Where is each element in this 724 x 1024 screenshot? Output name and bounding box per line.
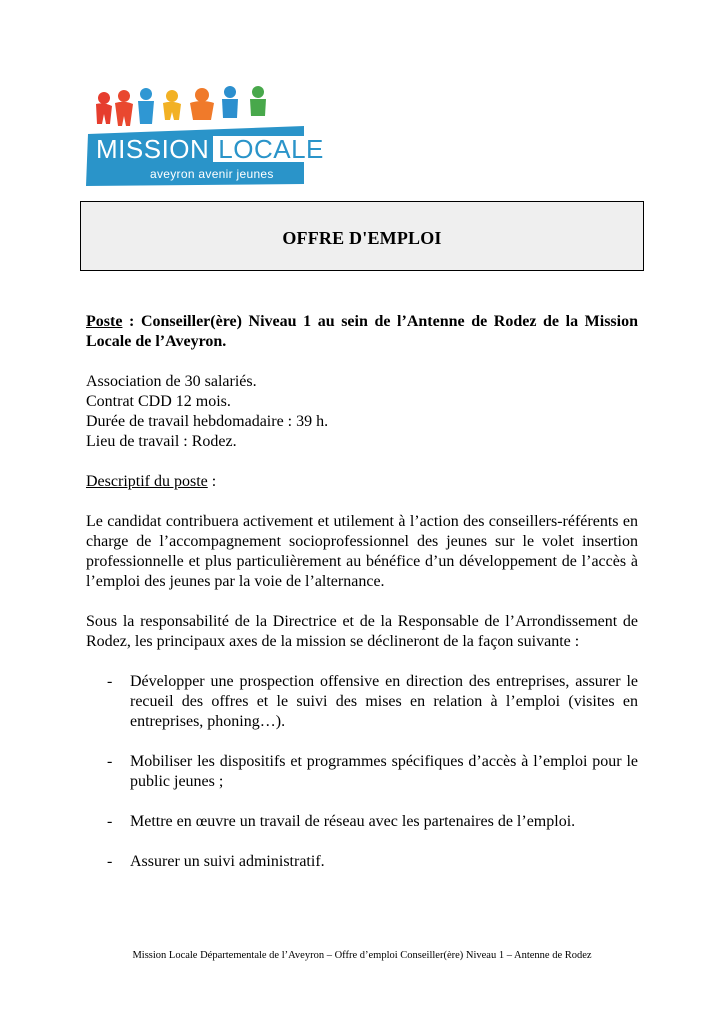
logo-figure-6 — [222, 86, 238, 118]
logo-figure-5 — [190, 88, 214, 120]
bullet-dash: - — [107, 853, 113, 870]
list-item-text: Assurer un suivi administratif. — [130, 853, 325, 870]
poste-label: Poste — [86, 313, 123, 330]
logo-figure-1 — [96, 92, 112, 124]
logo-tagline: aveyron avenir jeunes — [150, 167, 274, 181]
page-footer: Mission Locale Départementale de l’Aveyron – Offre d’emploi Conseiller(ère) Niveau 1 – Antenne de Rodez — [132, 950, 592, 961]
list-item-text: Mobiliser les dispositifs et programmes spécifiques d’accès à l’emploi pour le public jeunes ; — [130, 753, 638, 790]
description-paragraph-1: Le candidat contribuera activement et utilement à l’action des conseillers-référents en charge de l’accompagnement socioprofessionnel des jeunes sur le volet insertion professionnelle et plus particulièrement au bénéfice d’un développement de l’accès à l’emploi des jeunes par la voie de l’alternance. — [86, 513, 638, 590]
logo-figure-4 — [163, 90, 181, 120]
list-item — [86, 672, 638, 732]
logo-figure-2 — [115, 90, 133, 126]
bullet-dash: - — [107, 673, 113, 690]
mission-axes-list — [86, 672, 638, 872]
job-facts — [86, 372, 638, 452]
poste-separator: : — [122, 313, 141, 330]
list-item-text: Développer une prospection offensive en direction des entreprises, assurer le recueil des offres et le suivi des mises en relation à l’emploi (visites en entreprises, phoning…). — [130, 673, 638, 730]
description-heading-line — [86, 472, 638, 492]
bullet-dash: - — [107, 813, 113, 830]
logo-figure-7 — [250, 86, 266, 116]
fact-contract: Contrat CDD 12 mois. — [86, 393, 231, 410]
fact-association: Association de 30 salariés. — [86, 373, 257, 390]
description-heading-suffix: : — [207, 473, 217, 490]
fact-hours: Durée de travail hebdomadaire : 39 h. — [86, 413, 329, 430]
list-item-text: Mettre en œuvre un travail de réseau avec les partenaires de l’emploi. — [130, 813, 576, 830]
logo-locale-text: LOCALE — [213, 136, 329, 162]
poste-text: Conseiller(ère) Niveau 1 au sein de l’Antenne de Rodez de la Mission Locale de l’Aveyron. — [86, 313, 639, 350]
poste-line — [86, 312, 638, 352]
bullet-dash: - — [107, 753, 113, 770]
logo-figure-3 — [138, 88, 154, 124]
list-item — [86, 752, 638, 792]
job-offer-body — [86, 312, 638, 892]
page-title: OFFRE D'EMPLOI — [282, 228, 442, 248]
list-item — [86, 852, 638, 872]
description-heading: Descriptif du poste — [86, 473, 208, 490]
mission-locale-logo — [84, 84, 324, 188]
logo-mission-text: MISSION — [96, 134, 210, 164]
logo-wordmark — [96, 134, 329, 165]
fact-location: Lieu de travail : Rodez. — [86, 433, 237, 450]
list-item — [86, 812, 638, 832]
title-box — [80, 201, 644, 271]
description-paragraph-2: Sous la responsabilité de la Directrice et de la Responsable de l’Arrondissement de Rodez, les principaux axes de la mission se déclineront de la façon suivante : — [86, 613, 638, 650]
